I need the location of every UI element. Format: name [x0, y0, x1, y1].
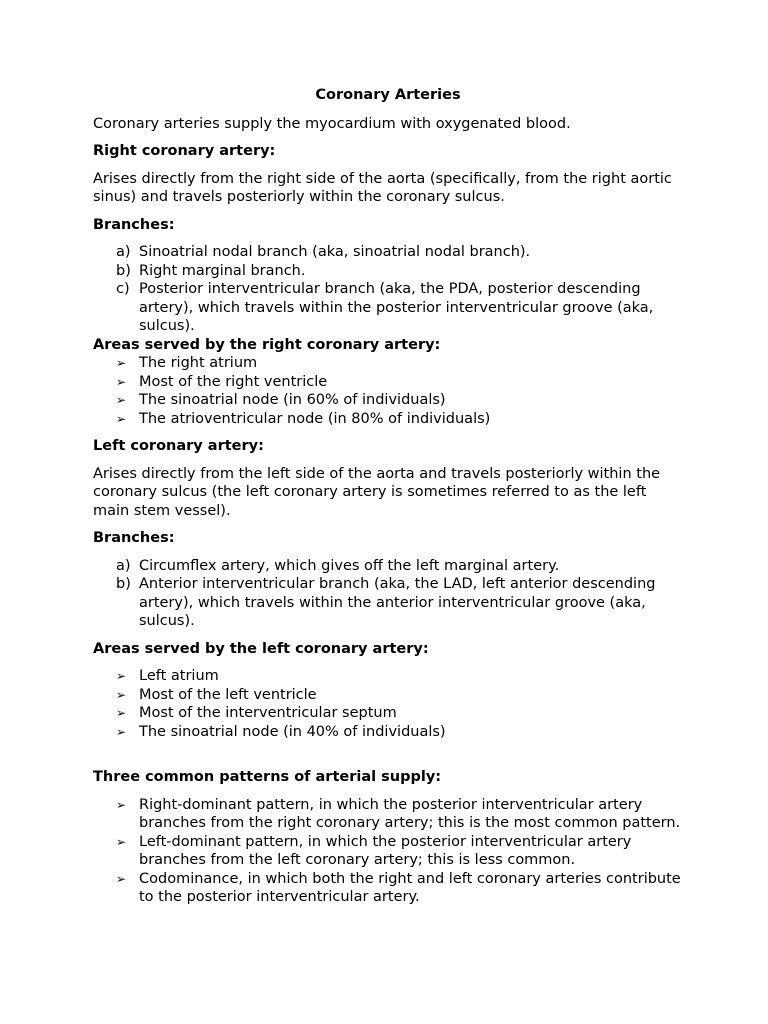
- list-item-text: Right-dominant pattern, in which the posterior interventricular artery branches from the right coronary artery; this is the most common pattern.: [139, 796, 681, 831]
- list-item-text: Right marginal branch.: [139, 262, 306, 279]
- list-item: [93, 280, 683, 336]
- left-areas-list: [93, 667, 683, 741]
- arrowhead-bullet-icon: ➢: [116, 356, 127, 370]
- list-item-text: Circumflex artery, which gives off the left marginal artery.: [139, 557, 560, 574]
- document-page: [93, 86, 683, 907]
- arrowhead-bullet-icon: ➢: [116, 669, 127, 683]
- list-item: [93, 410, 683, 429]
- list-item: [93, 796, 683, 833]
- list-marker: b): [116, 262, 131, 279]
- list-item-text: Most of the left ventricle: [139, 686, 317, 703]
- list-item-text: Codominance, in which both the right and left coronary arteries contribute to the posterior interventricular artery.: [139, 870, 681, 905]
- patterns-list: [93, 796, 683, 907]
- arrowhead-bullet-icon: ➢: [116, 724, 127, 739]
- list-item: [93, 704, 683, 723]
- list-item: [93, 354, 683, 373]
- list-item: [93, 243, 683, 262]
- list-item: [93, 723, 683, 742]
- list-item-text: Left-dominant pattern, in which the posterior interventricular artery branches from the left coronary artery; this is less common.: [139, 833, 632, 868]
- list-item-text: Most of the interventricular septum: [139, 705, 397, 721]
- arrowhead-bullet-icon: ➢: [116, 411, 127, 426]
- arrowhead-bullet-icon: ➢: [116, 871, 127, 886]
- left-artery-description: Arises directly from the left side of the aorta and travels posteriorly within the coronary sulcus (the left coronary artery is sometimes referred to as the left main stem vessel).: [93, 465, 661, 519]
- list-item-text: Anterior interventricular branch (aka, the LAD, left anterior descending artery), which travels within the anterior interventricular groove (aka, sulcus).: [139, 576, 656, 629]
- list-item: [93, 262, 683, 281]
- page-title: Coronary Arteries: [315, 87, 461, 103]
- list-item-text: The atrioventricular node (in 80% of individuals): [139, 410, 491, 427]
- list-item-text: Posterior interventricular branch (aka, the PDA, posterior descending artery), which travels within the posterior interventricular groove (aka, sulcus).: [139, 281, 654, 334]
- list-item-text: The right atrium: [139, 355, 258, 371]
- arrowhead-bullet-icon: ➢: [116, 706, 127, 720]
- list-item-text: The sinoatrial node (in 60% of individuals): [139, 392, 446, 408]
- list-item: [93, 391, 683, 410]
- list-marker: b): [116, 576, 131, 592]
- list-item-text: Left atrium: [139, 668, 219, 684]
- list-item-text: Most of the right ventricle: [139, 373, 328, 390]
- left-branches-heading: Branches:: [93, 530, 175, 546]
- right-artery-description: Arises directly from the right side of the aorta (specifically, from the right aortic sinus) and travels posteriorly within the coronary sulcus.: [93, 170, 672, 205]
- list-item: [93, 833, 683, 870]
- right-areas-list: [93, 354, 683, 428]
- left-branches-list: [93, 557, 683, 631]
- right-areas-heading: Areas served by the right coronary artery:: [93, 336, 441, 353]
- arrowhead-bullet-icon: ➢: [116, 797, 127, 812]
- list-item: [93, 686, 683, 705]
- arrowhead-bullet-icon: ➢: [116, 687, 127, 702]
- list-item: [93, 667, 683, 686]
- list-item: [93, 575, 683, 631]
- list-item-text: The sinoatrial node (in 40% of individuals): [139, 723, 446, 740]
- right-artery-heading: Right coronary artery:: [93, 143, 276, 159]
- arrowhead-bullet-icon: ➢: [116, 834, 127, 849]
- intro-text: Coronary arteries supply the myocardium with oxygenated blood.: [93, 115, 571, 132]
- left-artery-heading: Left coronary artery:: [93, 438, 264, 454]
- patterns-heading: Three common patterns of arterial supply:: [93, 769, 442, 785]
- list-item-text: Sinoatrial nodal branch (aka, sinoatrial nodal branch).: [139, 244, 531, 260]
- list-item: [93, 373, 683, 392]
- list-marker: a): [116, 557, 131, 574]
- arrowhead-bullet-icon: ➢: [116, 374, 127, 389]
- list-marker: c): [116, 281, 130, 297]
- list-marker: a): [116, 244, 131, 260]
- left-areas-heading: Areas served by the left coronary artery:: [93, 640, 429, 657]
- list-item: [93, 557, 683, 576]
- right-branches-list: [93, 243, 683, 336]
- list-item: [93, 870, 683, 907]
- arrowhead-bullet-icon: ➢: [116, 393, 127, 407]
- right-branches-heading: Branches:: [93, 216, 175, 233]
